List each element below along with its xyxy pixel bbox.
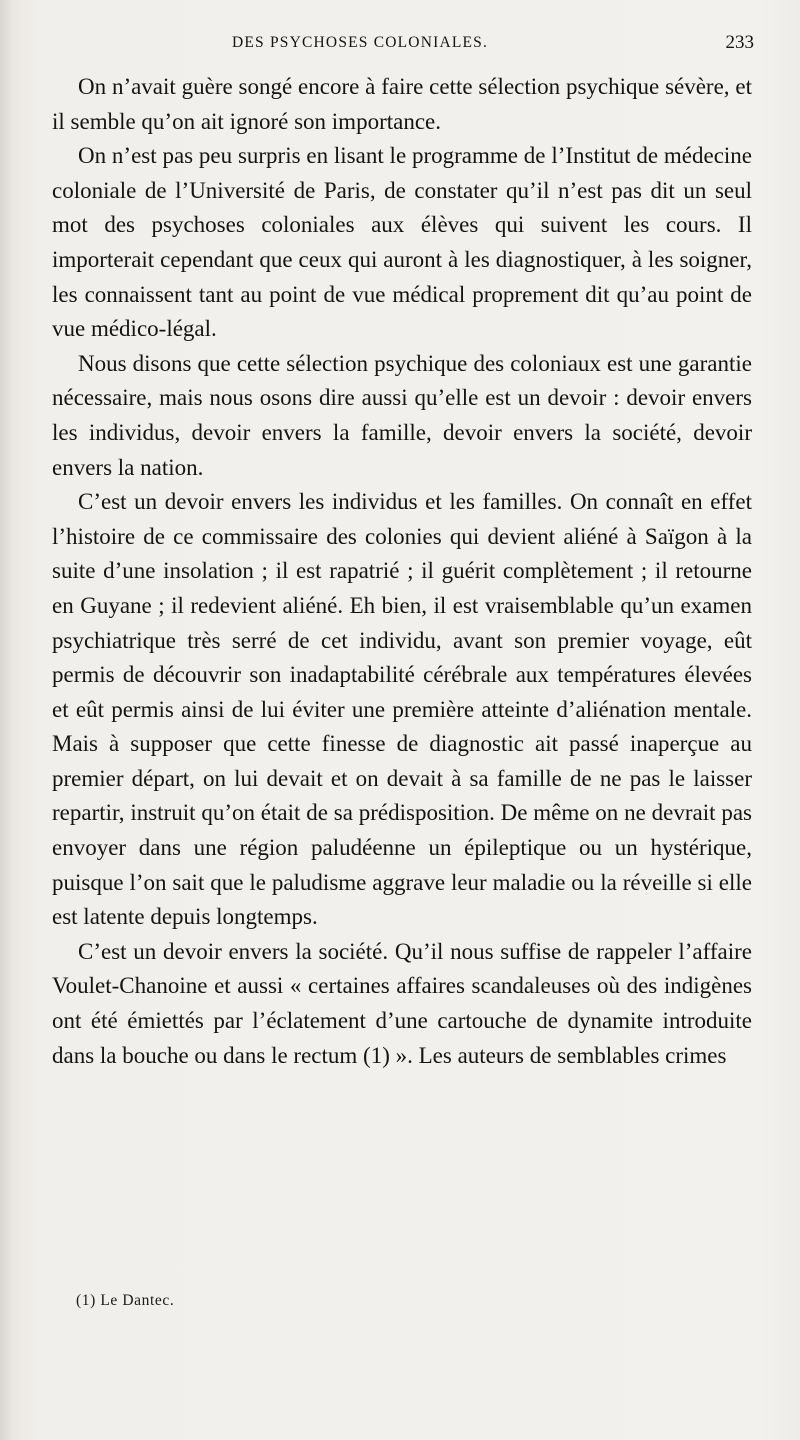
paragraph: C’est un devoir envers les individus et les familles. On connaît en effet l’histoire de ce commissaire des colonies qui devient aliéné à Saïgon à la suite d’une insolation ; il est rapatrié ; il guérit complètement ; il retourne en Guyane ; il redevient aliéné. Eh bien, il est vraisemblable qu’un examen psychiatrique très serré de cet individu, avant son premier voyage, eût permis de découvrir son inadaptabilité cérébrale aux températures élevées et eût permis ainsi de lui éviter une première atteinte d’aliénation mentale. Mais à supposer que cette finesse de diagnostic ait passé inaperçue au premier départ, on lui devait et on devait à sa famille de ne pas le laisser repartir, instruit qu’on était de sa prédisposition. De même on ne devrait pas envoyer dans une région paludéenne un épileptique ou un hystérique, puisque l’on sait que le paludisme aggrave leur maladie ou la réveille si elle est latente depuis longtemps. (52, 489, 752, 930)
paragraph: C’est un devoir envers la société. Qu’il nous suffise de rappeler l’affaire Voulet-Chanoine et aussi « certaines affaires scandaleuses où des indigènes ont été émiettés par l’éclatement d’une cartouche de dynamite introduite dans la bouche ou dans le rectum (1) ». Les auteurs de semblables crimes (52, 938, 752, 1068)
page-header (52, 30, 752, 66)
page-number: 233 (725, 32, 754, 53)
paragraph: On n’est pas peu surpris en lisant le programme de l’Institut de médecine coloniale de l’Université de Paris, de constater qu’il n’est pas dit un seul mot des psychoses coloniales aux élèves qui suivent les cours. Il importerait cependant que ceux qui auront à les diagnostiquer, à les soigner, les connaissent tant au point de vue médical proprement dit qu’au point de vue médico-légal. (52, 143, 752, 342)
page-content (52, 30, 754, 1309)
footnote: (1) Le Dantec. (76, 1292, 175, 1309)
running-head: DES PSYCHOSES COLONIALES. (232, 34, 489, 51)
paragraph: On n’avait guère songé encore à faire cette sélection psychique sévère, et il semble qu’on ait ignoré son importance. (52, 74, 752, 134)
paragraph: Nous disons que cette sélection psychique des coloniaux est une garantie nécessaire, mais nous osons dire aussi qu’elle est un devoir : devoir envers les individus, devoir envers la famille, devoir envers la société, devoir envers la nation. (52, 350, 752, 480)
body-text (52, 70, 752, 1073)
